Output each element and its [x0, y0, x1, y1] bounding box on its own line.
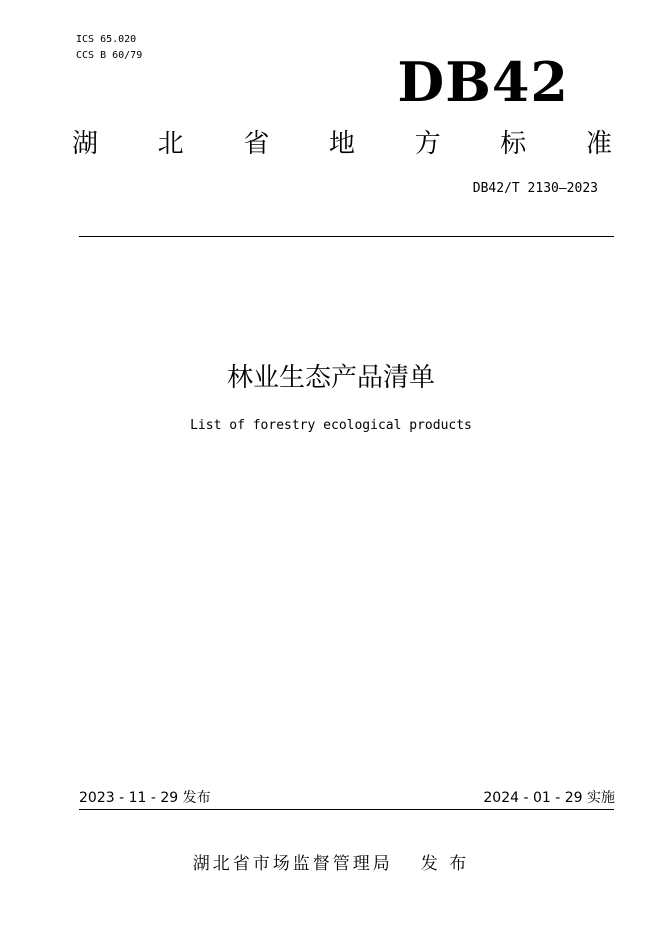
ccs-code: CCS B 60/79: [76, 50, 143, 61]
standard-type-char: 方: [414, 129, 441, 159]
standard-type-char: 湖: [72, 129, 99, 159]
effective-date: 2024 - 01 - 29 实施: [483, 790, 615, 806]
standard-type-char: 省: [243, 129, 270, 159]
issuer-line: [0, 852, 662, 876]
standard-mark: DB42: [397, 50, 569, 114]
issuer-action: 发 布: [420, 854, 470, 874]
standard-type-char: 地: [328, 129, 355, 159]
classification-codes: [76, 32, 142, 64]
document-title-chinese: 林业生态产品清单: [226, 363, 435, 393]
standard-type-char: 北: [157, 129, 184, 159]
ics-code: ICS 65.020: [76, 34, 137, 45]
bottom-divider: [79, 809, 614, 810]
document-title-english: List of forestry ecological products: [190, 418, 472, 433]
publish-date: 2023 - 11 - 29 发布: [79, 790, 211, 806]
top-divider: [79, 236, 614, 237]
standard-type-char: 准: [585, 129, 612, 159]
issuer-name: 湖北省市场监督管理局: [192, 854, 393, 874]
standard-number: DB42/T 2130—2023: [472, 181, 598, 196]
standard-type-char: 标: [500, 129, 527, 159]
standard-type-title: [72, 124, 612, 164]
